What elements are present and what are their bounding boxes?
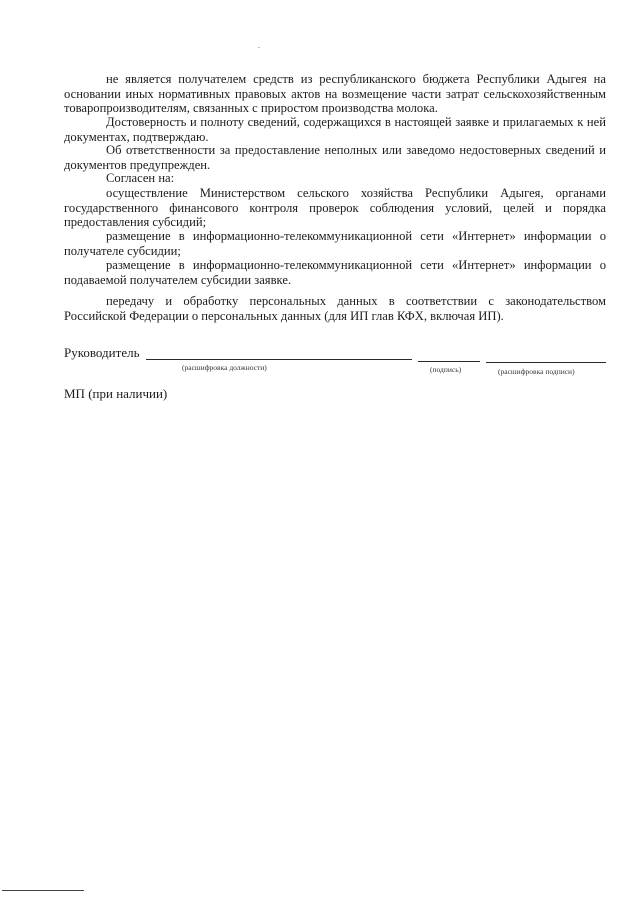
footer-rule: [2, 890, 84, 891]
paragraph-consent-personal-data: передачу и обработку персональных данных в соответствии с законодательством Российской Федерации о персональных данных (для ИП глав КФХ, включая ИП).: [64, 294, 606, 323]
stamp-label: МП (при наличии): [64, 386, 168, 401]
paragraph-responsibility: Об ответственности за предоставление неполных или заведомо недостоверных сведений и документов предупрежден.: [64, 143, 606, 172]
paragraph-agreed-heading: Согласен на:: [106, 171, 175, 185]
name-caption: (расшифровка подписи): [498, 367, 575, 376]
paragraph-consent-inspection: осуществление Министерством сельского хозяйства Республики Адыгея, органами государственного финансового контроля проверок соблюдения условий, целей и порядка предоставления субсидий;: [64, 186, 606, 230]
position-caption: (расшифровка должности): [182, 363, 267, 372]
signature-label: Руководитель: [64, 345, 140, 360]
signature-caption: (подпись): [430, 365, 462, 374]
name-line[interactable]: [486, 362, 606, 363]
paragraph-accuracy: Достоверность и полноту сведений, содержащихся в настоящей заявке и прилагаемых к ней документах, подтверждаю.: [64, 115, 606, 144]
paragraph-consent-publish-application: размещение в информационно-телекоммуникационной сети «Интернет» информации о подаваемой получателем субсидии заявке.: [64, 258, 606, 287]
position-line[interactable]: [146, 359, 412, 360]
signature-block: [64, 345, 610, 385]
paragraph-not-recipient: не является получателем средств из республиканского бюджета Республики Адыгея на основании иных нормативных правовых актов на возмещение части затрат сельскохозяйственным товаропроизводителям, связанных с приростом производства молока.: [64, 72, 606, 116]
paragraph-consent-publish-recipient: размещение в информационно-телекоммуникационной сети «Интернет» информации о получателе субсидии;: [64, 229, 606, 258]
scan-mark: [258, 47, 260, 48]
signature-line[interactable]: [418, 361, 480, 362]
